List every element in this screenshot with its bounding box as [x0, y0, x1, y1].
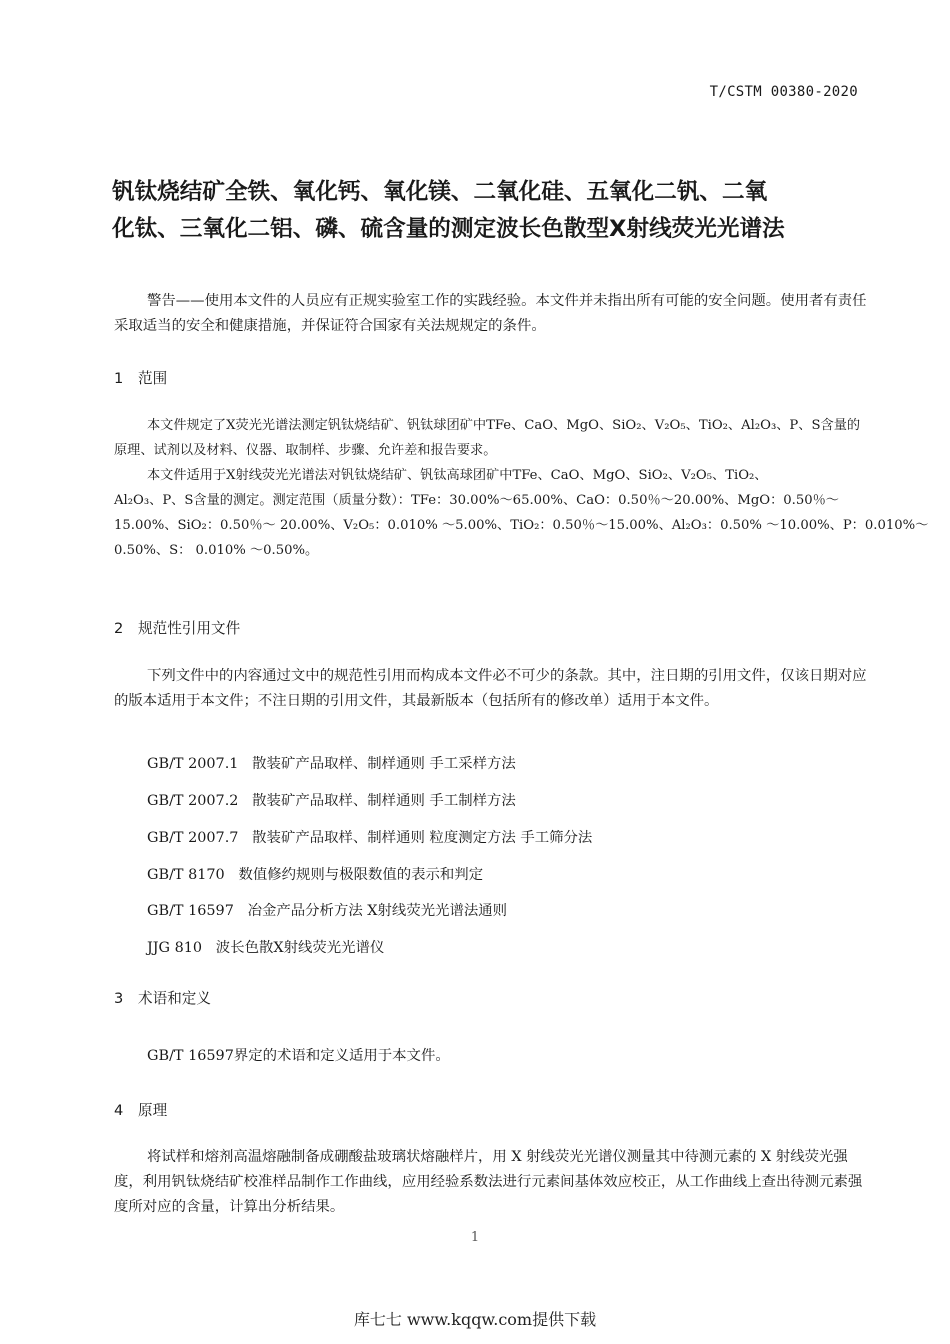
section-number: 4: [114, 1102, 124, 1119]
reference-item: GB/T 2007.7 散装矿产品取样、制样通则 粒度测定方法 手工筛分法: [147, 830, 593, 846]
scope-p2-line-2: Al₂O₃、P、S含量的测定。测定范围（质量分数）：TFe：30.00%～65.00%、CaO：0.50％～20.00%、MgO：0.50％～: [114, 493, 839, 508]
scope-p2-line-1: 本文件适用于X射线荧光光谱法对钒钛烧结矿、钒钛高球团矿中TFe、CaO、MgO、SiO₂、V₂O₅、TiO₂、: [147, 468, 768, 483]
section-number: 3: [114, 990, 124, 1007]
reference-item: GB/T 2007.2 散装矿产品取样、制样通则 手工制样方法: [147, 793, 516, 809]
scope-paragraph-2: [114, 463, 929, 563]
download-footer: 库七七 www.kqqw.com提供下载: [353, 1310, 597, 1329]
warning-paragraph: 警告——使用本文件的人员应有正规实验室工作的实践经验。本文件并未指出所有可能的安全问题。使用者有责任采取适当的安全和健康措施，并保证符合国家有关法规规定的条件。: [114, 293, 867, 334]
section-number: 2: [114, 620, 124, 637]
reference-item: GB/T 2007.1 散装矿产品取样、制样通则 手工采样方法: [147, 756, 516, 772]
principle-paragraph: 将试样和熔剂高温熔融制备成硼酸盐玻璃状熔融样片，用 X 射线荧光光谱仪测量其中待测元素的 X 射线荧光强度，利用钒钛烧结矿校准样品制作工作曲线，应用经验系数法进行元素间基体效应校正，从工作曲线上查出待测元素强度所对应的含量，计算出分析结果。: [114, 1149, 863, 1215]
page-number: 1: [470, 1230, 480, 1245]
document-code: T/CSTM 00380-2020: [709, 84, 858, 100]
title-line-2: 化钛、三氧化二铝、磷、硫含量的测定波长色散型X射线荧光光谱法: [112, 216, 785, 242]
reference-item: JJG 810 波长色散X射线荧光光谱仪: [147, 940, 385, 956]
section-number: 1: [114, 370, 124, 387]
section-title: 规范性引用文件: [138, 620, 241, 637]
terms-paragraph: GB/T 16597界定的术语和定义适用于本文件。: [147, 1048, 450, 1064]
section-heading-principle: [114, 1099, 167, 1120]
reference-item: GB/T 8170 数值修约规则与极限数值的表示和判定: [147, 867, 484, 883]
normative-intro: 下列文件中的内容通过文中的规范性引用而构成本文件必不可少的条款。其中，注日期的引用文件，仅该日期对应的版本适用于本文件；不注日期的引用文件，其最新版本（包括所有的修改单）适用于本文件。: [114, 668, 867, 709]
section-heading-normative: [114, 617, 240, 638]
reference-item: GB/T 16597 冶金产品分析方法 X射线荧光光谱法通则: [147, 903, 508, 919]
section-title: 术语和定义: [138, 990, 211, 1007]
section-title: 范围: [138, 370, 168, 387]
scope-paragraph-1: 本文件规定了X荧光光谱法测定钒钛烧结矿、钒钛球团矿中TFe、CaO、MgO、SiO₂、V₂O₅、TiO₂、Al₂O₃、P、S含量的原理、试剂以及材料、仪器、取制样、步骤、允许差和报告要求。: [114, 418, 861, 458]
scope-p2-line-3: 15.00%、SiO₂：0.50％～ 20.00%、V₂O₅：0.010% ～5.00%、TiO₂：0.50％～15.00%、Al₂O₃：0.50% ～10.00%、P：0.010%～: [114, 518, 929, 533]
section-heading-terms: [114, 987, 211, 1008]
scope-p2-line-4: 0.50%、S： 0.010% ～0.50%。: [114, 543, 319, 558]
section-heading-scope: [114, 367, 167, 388]
document-title: [112, 174, 862, 248]
title-line-1: 钒钛烧结矿全铁、氧化钙、氧化镁、二氧化硅、五氧化二钒、二氧: [112, 179, 768, 205]
section-title: 原理: [138, 1102, 168, 1119]
